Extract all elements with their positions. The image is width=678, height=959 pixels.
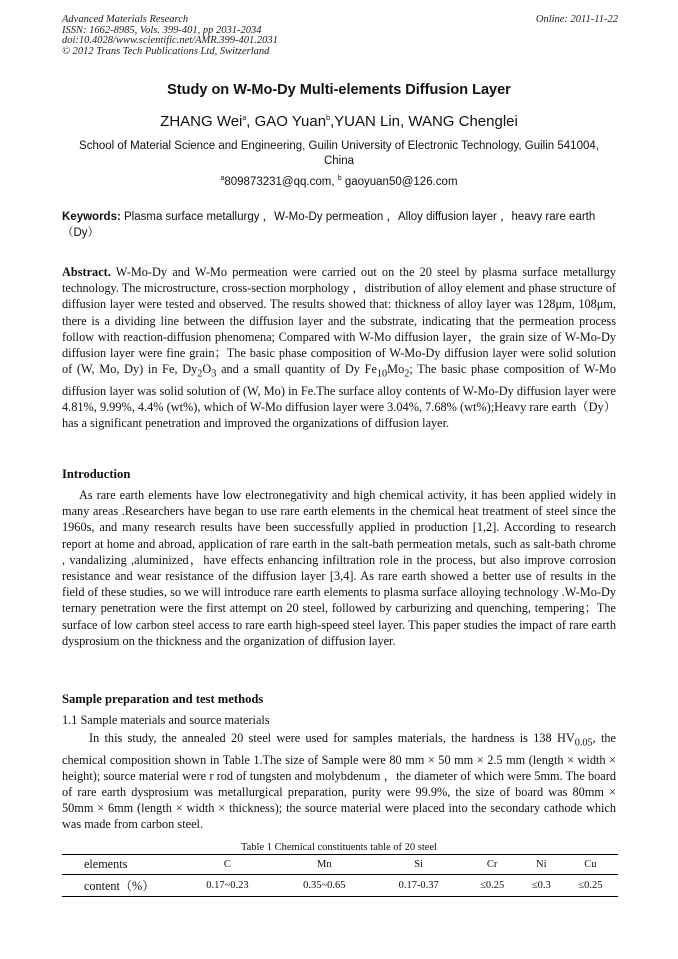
keywords-label: Keywords: — [62, 211, 121, 223]
online-date: Online: 2011-11-22 — [535, 14, 618, 25]
paper-title: Study on W-Mo-Dy Multi-elements Diffusion Layer — [167, 82, 511, 98]
keywords-text: Plasma surface metallurgy ，W-Mo-Dy permeation ，Alloy diffusion layer ，heavy rare earth（Dy） — [62, 211, 596, 239]
table-cell: Mn — [276, 855, 373, 875]
table-cell: ≤0.25 — [465, 875, 520, 897]
methods-text-part: In this study, the annealed 20 steel were used for samples materials, the hardness is 138 HV — [89, 731, 575, 745]
table-cell: Ni — [520, 855, 563, 875]
introduction-text: As rare earth elements have low electronegativity and high chemical activity, it has been applied widely in many areas .Researchers have began to use rare earth elements in the chemical heat treatment of steel since the 1960s, and many research results have been successfully applied in production [1,2]. According to research report at home and abroad, application of rare earth in the salt-bath permeation metals, such as salt-bath chrome , vandalizing ,aluminized，have effects enhancing infiltration role in the process, but also improve corrosion resistance and wear resistance of the diffusion layer [3,4]. As rare earth showed a better use of results in the field of these studies, so we will introduce rare earth elements to plasma surface alloying technology .W-Mo-Dy ternary penetration were the first attempt on 20 steel, followed by carburizing and quenching, tempering；The surface of low carbon steel access to rare earth high-speed steel layer. This paper studies the impact of rare earth dysprosium on the thickness and the organization of diffusion layer. — [62, 488, 616, 648]
table-cell: ≤0.3 — [520, 875, 563, 897]
methods-heading: Sample preparation and test methods — [62, 692, 264, 706]
table-cell: content（%） — [62, 875, 179, 897]
issn-line: ISSN: 1662-8985, Vols. 399-401, pp 2031-2034 — [62, 24, 262, 36]
table-header-row — [62, 855, 618, 875]
email-line — [0, 175, 678, 188]
affiliation: School of Material Science and Engineering, Guilin University of Electronic Technology, Guilin 541004, China — [79, 140, 599, 167]
author-name: ZHANG Wei — [160, 113, 243, 130]
subscript: 3 — [211, 368, 217, 380]
abstract-text: ; The basic phase composition of W-Mo diffusion layer was solid solution of (W, Mo) in Fe.The surface alloy contents of W-Mo-Dy diffusion layer were 4.81%, 9.99%, 4.4% (wt%), which of W-Mo diffusion layer were 3.04%, 7.68% (wt%);Heavy rare earth（Dy）has a significant penetration and improved the organizations of diffusion layer. — [62, 362, 616, 431]
table-cell: elements — [62, 855, 179, 875]
subsection-heading: 1.1 Sample materials and source materials — [62, 713, 270, 727]
table-caption: Table 1 Chemical constituents table of 20 steel — [240, 842, 438, 853]
subscript: 10 — [376, 368, 388, 380]
email-address: 809873231@qq.com, — [224, 175, 338, 188]
subscript: 2 — [404, 368, 410, 380]
email-mark: b — [337, 175, 342, 182]
table-row — [62, 875, 618, 897]
table-cell: 0.17-0.37 — [373, 875, 465, 897]
keywords — [62, 210, 618, 241]
abstract-text: and a small quantity of Dy Fe — [216, 362, 377, 377]
author-name: , GAO Yuan — [246, 113, 327, 130]
table-cell: Cr — [465, 855, 520, 875]
methods-text-part: , the chemical composition shown in Table 1.The size of Sample were 80 mm × 50 mm × 2.5 mm (length × width × height); source material were r rod of tungsten and molybdenum ，the diameter of which were 5mm. The board of rare earth dysprosium was metallurgical preparation, purity were 99.9%, the size of board was 80mm × 50mm × 6mm (length × width × thickness); the source material were placed into the secondary cathode which was made from carbon steel. — [62, 731, 617, 832]
introduction-heading: Introduction — [62, 467, 131, 481]
abstract-text: Mo — [387, 362, 405, 377]
subscript: 2 — [197, 368, 203, 380]
copyright-line: © 2012 Trans Tech Publications Ltd, Switzerland — [62, 45, 270, 57]
composition-table — [62, 854, 618, 897]
journal-header — [62, 15, 618, 57]
table-cell: Cu — [563, 855, 618, 875]
email-address: gaoyuan50@126.com — [341, 175, 458, 188]
abstract-text: O — [202, 362, 212, 377]
table-cell: Si — [373, 855, 465, 875]
journal-name: Advanced Materials Research — [62, 14, 189, 25]
table-cell: 0.35~0.65 — [276, 875, 373, 897]
abstract — [62, 264, 616, 431]
table-cell: 0.17~0.23 — [179, 875, 276, 897]
abstract-label: Abstract. — [62, 265, 111, 279]
subscript: 0.05 — [574, 737, 593, 749]
author-mark: a — [242, 115, 247, 122]
author-list — [0, 113, 678, 130]
abstract-text: W-Mo-Dy and W-Mo permeation were carried out on the 20 steel by plasma surface metallurgy technology. The microstructure, cross-section morphology ，distribution of alloy element and phase structure of diffusion layer were tested and observed. The results showed that: thickness of alloy layer was 128μm, 108μm, there is a dividing line between the diffusion layer and the substrate, indicating that the permeation process follow with reaction-diffusion phenomena; Compared with W-Mo diffusion layer，the grain size of W-Mo-Dy diffusion layer were fine grain；The basic phase composition of W-Mo-Dy diffusion layer were solid solution of (W, Mo, Dy) in Fe, Dy — [62, 265, 616, 377]
author-name: ,YUAN Lin, WANG Chenglei — [329, 113, 518, 130]
email-mark: a — [220, 175, 225, 182]
author-mark: b — [326, 115, 330, 122]
doi-line: doi:10.4028/www.scientific.net/AMR.399-401.2031 — [62, 35, 278, 47]
methods-text — [62, 730, 616, 833]
table-cell: C — [179, 855, 276, 875]
table-cell: ≤0.25 — [563, 875, 618, 897]
